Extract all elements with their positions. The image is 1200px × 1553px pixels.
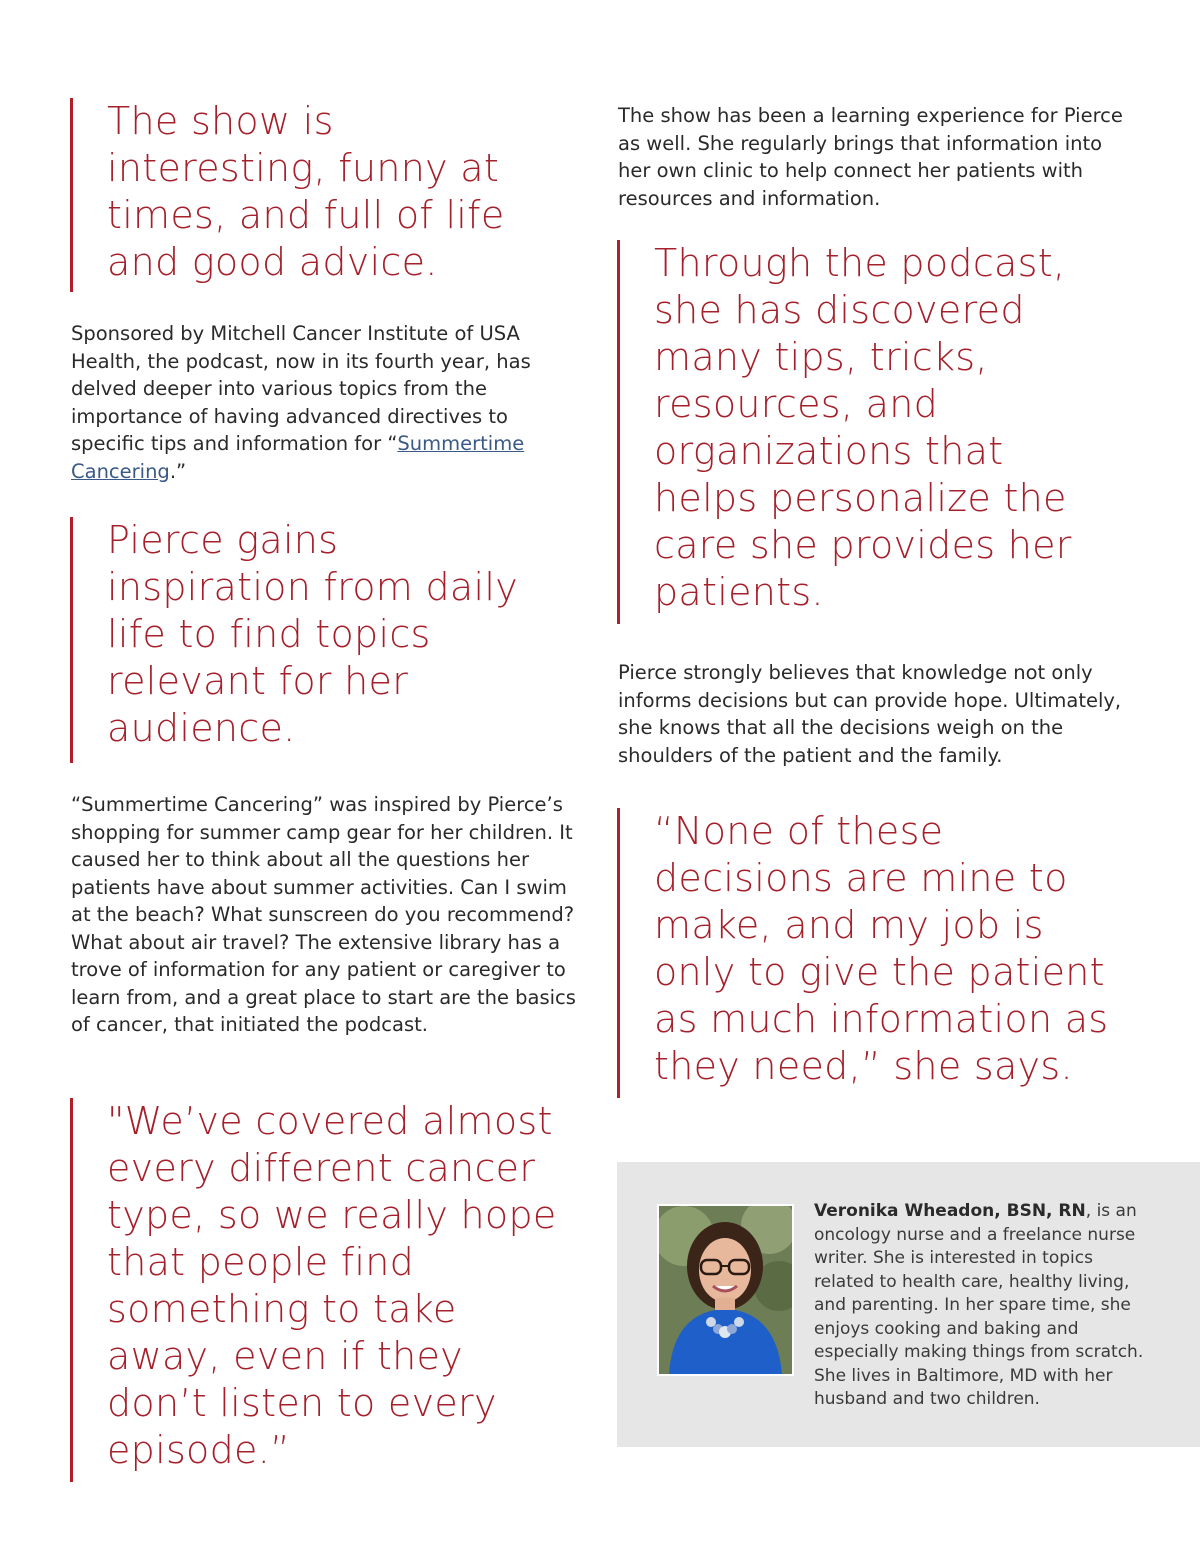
pull-quote-text: “None of these decisions are mine to make, and my job is only to give the patient as much information as they need,” she says. <box>654 809 1109 1088</box>
author-photo <box>657 1204 794 1376</box>
pull-quote-through-podcast <box>617 240 1104 624</box>
pull-quote-none-of-these-decisions <box>617 808 1124 1098</box>
summertime-cancering-link[interactable]: Summertime Cancering <box>71 432 525 483</box>
pull-quote-text: "We’ve covered almost every different cancer type, so we really hope that people find something to take away, even if they don’t listen to every episode.” <box>107 1099 557 1472</box>
paragraph-learning-experience: The show has been a learning experience for Pierce as well. She regularly brings that information into her own clinic to help connect her patients with resources and information. <box>618 104 1123 210</box>
pull-quote-text: Through the podcast, she has discovered many tips, tricks, resources, and organizations that helps personalize the care she provides her patients. <box>654 241 1072 614</box>
author-bio-text: Veronika Wheadon, BSN, RN, is an oncology nurse and a freelance nurse writer. She is interested in topics related to health care, healthy living, and parenting. In her spare time, she enjoys cooking and baking and especially making things from scratch. She lives in Baltimore, MD with her husband and two children. <box>814 1201 1144 1409</box>
author-bio-box <box>617 1162 1200 1447</box>
pull-quote-covered-cancer-types <box>70 1098 557 1482</box>
pull-quote-text: The show is interesting, funny at times, and full of life and good advice. <box>107 99 505 284</box>
paragraph-sponsored: Sponsored by Mitchell Cancer Institute of USA Health, the podcast, now in its fourth year, has delved deeper into various topics from the importance of having advanced directives to specific tips and information for “Summertime Cancering.” <box>71 322 531 483</box>
pull-quote-show-interesting <box>70 98 527 292</box>
paragraph-summertime-cancering: “Summertime Cancering” was inspired by Pierce’s shopping for summer camp gear for her children. It caused her to think about all the questions her patients have about summer activities. Can I swim at the beach? What sunscreen do you recommend? What about air travel? The extensive library has a trove of information for any patient or caregiver to learn from, and a great place to start are the basics of cancer, that initiated the podcast. <box>71 793 576 1036</box>
pull-quote-text: Pierce gains inspiration from daily life to find topics relevant for her audience. <box>107 518 519 750</box>
author-portrait-icon <box>659 1206 792 1374</box>
author-name: Veronika Wheadon, BSN, RN <box>814 1201 1086 1221</box>
paragraph-knowledge-hope: Pierce strongly believes that knowledge not only informs decisions but can provide hope. Ultimately, she knows that all the decisions weigh on the shoulders of the patient and the family. <box>618 661 1122 767</box>
pull-quote-inspiration <box>70 517 527 763</box>
